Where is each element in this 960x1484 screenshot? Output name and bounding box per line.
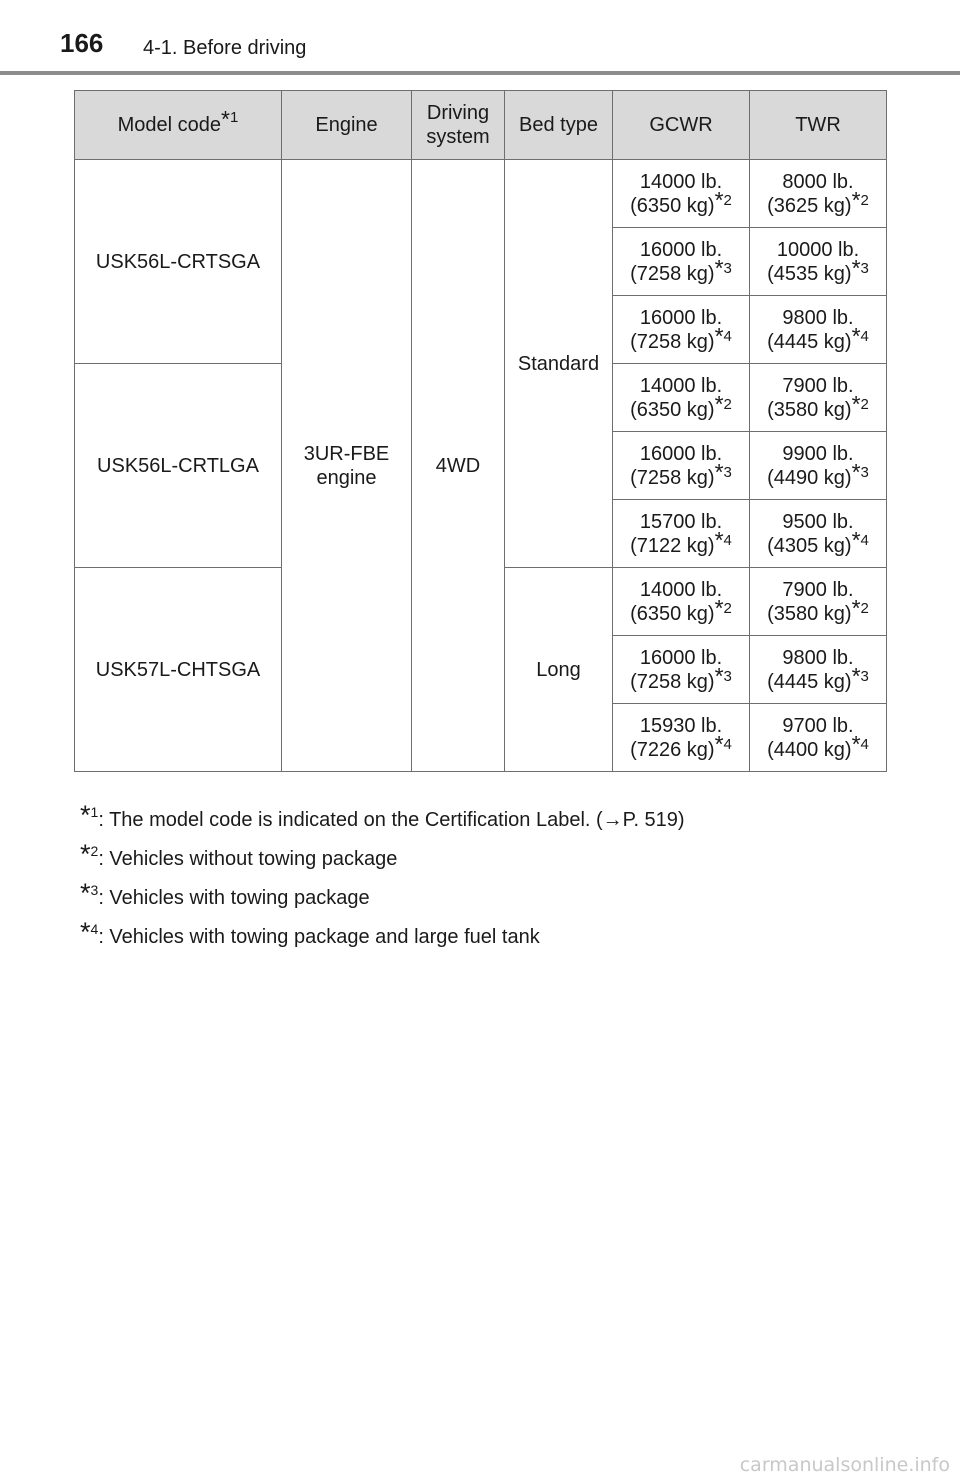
asterisk-icon: * — [851, 730, 861, 757]
asterisk-icon: * — [714, 254, 724, 281]
gcwr-cell: 14000 lb. (6350 kg)*$^2$ — [613, 160, 750, 228]
gcwr-cell: 16000 lb. (7258 kg)*$^3$ — [613, 636, 750, 704]
header-twr: TWR — [750, 91, 887, 160]
table-header-row — [75, 91, 887, 160]
gcwr-cell: 14000 lb. (6350 kg)*$^2$ — [613, 364, 750, 432]
footnote: *$^2$: Vehicles without towing package — [80, 839, 398, 870]
engine-cell: 3UR-FBE engine — [282, 160, 412, 772]
asterisk-icon: * — [714, 390, 724, 417]
asterisk-icon: * — [851, 390, 861, 417]
towing-capacity-table — [74, 90, 887, 772]
footnote: *$^3$: Vehicles with towing package — [80, 878, 370, 909]
asterisk-icon: * — [851, 526, 861, 553]
twr-cell: 8000 lb. (3625 kg)*$^2$ — [750, 160, 887, 228]
driving-system-cell: 4WD — [412, 160, 505, 772]
section-title: 4-1. Before driving — [143, 37, 307, 59]
gcwr-cell: 15700 lb. (7122 kg)*$^4$ — [613, 500, 750, 568]
asterisk-icon: * — [714, 594, 724, 621]
asterisk-icon: * — [714, 186, 724, 213]
bed-type-cell: Standard — [505, 160, 613, 568]
watermark: carmanualsonline.info — [739, 1454, 950, 1476]
asterisk-icon: * — [80, 839, 91, 869]
asterisk-icon: * — [714, 322, 724, 349]
gcwr-cell: 16000 lb. (7258 kg)*$^3$ — [613, 432, 750, 500]
footnote: *$^4$: Vehicles with towing package and large fuel tank — [80, 917, 540, 948]
table-row — [75, 160, 887, 228]
page-number: 166 — [60, 28, 104, 58]
twr-cell: 9900 lb. (4490 kg)*$^3$ — [750, 432, 887, 500]
asterisk-icon: * — [221, 106, 230, 132]
asterisk-icon: * — [80, 917, 91, 947]
twr-cell: 7900 lb. (3580 kg)*$^2$ — [750, 568, 887, 636]
twr-cell: 9700 lb. (4400 kg)*$^4$ — [750, 704, 887, 772]
asterisk-icon: * — [851, 594, 861, 621]
header-gcwr: GCWR — [613, 91, 750, 160]
gcwr-cell: 16000 lb. (7258 kg)*$^3$ — [613, 228, 750, 296]
asterisk-icon: * — [851, 254, 861, 281]
model-code-cell: USK57L-CHTSGA — [75, 568, 282, 772]
page-header — [0, 0, 960, 76]
bed-type-cell: Long — [505, 568, 613, 772]
asterisk-icon: * — [714, 730, 724, 757]
twr-cell: 9800 lb. (4445 kg)*$^3$ — [750, 636, 887, 704]
header-engine: Engine — [282, 91, 412, 160]
asterisk-icon: * — [851, 458, 861, 485]
asterisk-icon: * — [714, 526, 724, 553]
asterisk-icon: * — [714, 458, 724, 485]
asterisk-icon: * — [80, 878, 91, 908]
gcwr-cell: 15930 lb. (7226 kg)*$^4$ — [613, 704, 750, 772]
twr-cell: 10000 lb. (4535 kg)*$^3$ — [750, 228, 887, 296]
twr-cell: 9500 lb. (4305 kg)*$^4$ — [750, 500, 887, 568]
model-code-cell: USK56L-CRTLGA — [75, 364, 282, 568]
asterisk-icon: * — [80, 800, 91, 830]
model-code-cell: USK56L-CRTSGA — [75, 160, 282, 364]
gcwr-cell: 16000 lb. (7258 kg)*$^4$ — [613, 296, 750, 364]
header-divider — [0, 71, 960, 75]
header-bed-type: Bed type — [505, 91, 613, 160]
asterisk-icon: * — [714, 662, 724, 689]
asterisk-icon: * — [851, 322, 861, 349]
asterisk-icon: * — [851, 662, 861, 689]
twr-cell: 7900 lb. (3580 kg)*$^2$ — [750, 364, 887, 432]
gcwr-cell: 14000 lb. (6350 kg)*$^2$ — [613, 568, 750, 636]
twr-cell: 9800 lb. (4445 kg)*$^4$ — [750, 296, 887, 364]
footnotes — [80, 800, 900, 964]
header-model-code: Model code*$^1$ — [75, 91, 282, 160]
footnote: *$^1$: The model code is indicated on the Certification Label. (→P. 519) — [80, 800, 685, 831]
asterisk-icon: * — [851, 186, 861, 213]
header-driving-system: Driving system — [412, 91, 505, 160]
